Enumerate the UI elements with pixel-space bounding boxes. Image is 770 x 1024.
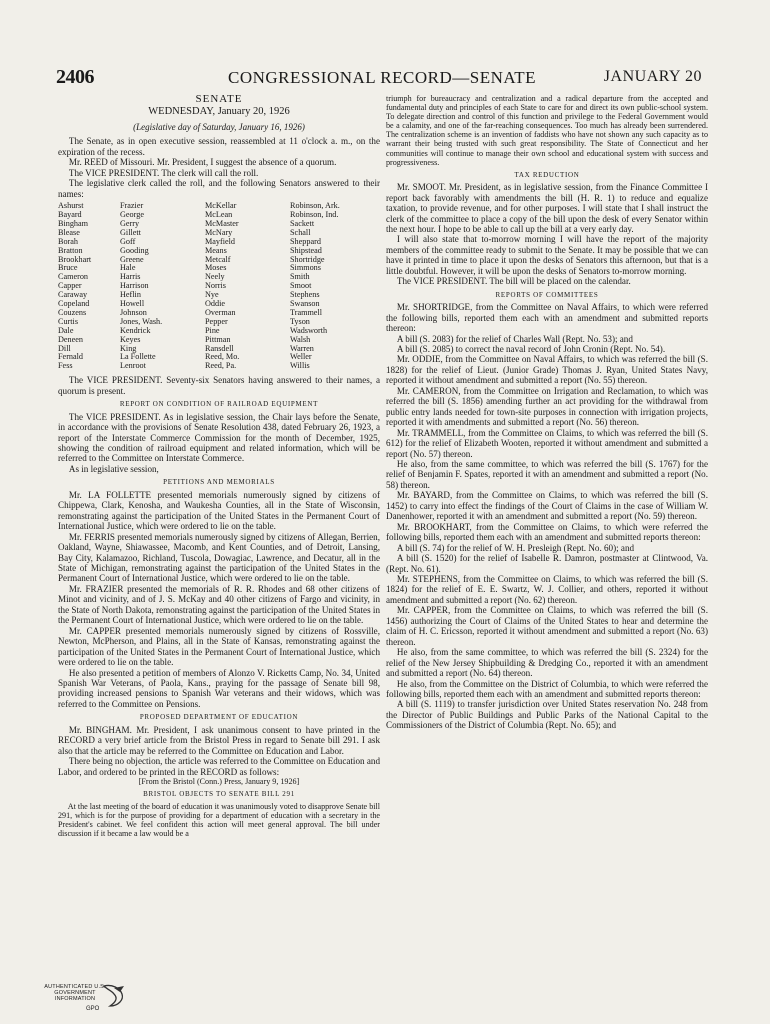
senator-name: Sackett [290,218,315,228]
senator-name: Pine [205,325,220,335]
paragraph: He also, from the Committee on the District of Columbia, to which were referred the following bills, reported them each with an amendment and submitted reports thereon: [386,678,708,699]
paragraph: I will also state that to-morrow morning I will have the report of the majority members of the committee ready to submit to the Senate. It may be possible that we can have it printed in time to place it upon the desks of Senators this afternoon, but that is a little doubtful. However, it will be upon the desks of Senators to-morrow morning. [386,234,708,276]
paragraph: Mr. ODDIE, from the Committee on Naval Affairs, to which was referred the bill (S. 1828) for the relief of Lieut. (Junior Grade) Thomas J. Ryan, United States Navy, reported it without amendment and submitted a report (No. 55) thereon. [386,354,708,386]
paragraph: He also, from the same committee, to which was referred the bill (S. 2324) for the relief of the New Jersey Shipbuilding & Dredging Co., reported it with an amendment and submitted a report (No. 64) thereon. [386,647,708,679]
paragraph: A bill (S. 2085) to correct the naval record of John Cronin (Rept. No. 54). [396,344,666,354]
senator-name: Johnson [120,307,147,317]
senator-name: Walsh [290,334,311,344]
senator-name: Sheppard [290,236,321,246]
senator-name: Neely [205,272,225,282]
section-heading: PETITIONS AND MEMORIALS [163,478,275,487]
senator-name: Robinson, Ind. [290,209,339,219]
senator-name: King [120,343,137,353]
senator-name: Pepper [205,316,228,326]
section-heading: BRISTOL OBJECTS TO SENATE BILL 291 [143,790,295,799]
senator-name: Oddie [205,299,226,309]
senator-name: Blease [58,227,80,237]
eagle-seal-icon [100,982,130,1010]
paragraph: Mr. BAYARD, from the Committee on Claims, to which was referred the bill (S. 1452) to carry into effect the findings of the Court of Claims in the case of William W. Danenhower, reported it with an amendment and submitted a report (No. 59) thereon. [386,490,708,522]
senator-name: McLean [205,209,233,219]
senator-name: Fernald [58,352,84,362]
senator-name: Shipstead [290,245,322,255]
section-heading: REPORTS OF COMMITTEES [495,290,599,299]
gpo-label: GPO [86,1006,100,1012]
paragraph: Mr. FERRIS presented memorials numerously signed by citizens of Allegan, Berrien, Oakland, Wayne, Shiawassee, Macomb, and Kent Counties, and of Detroit, Lansing, Bay City, Kalamazoo, Richland, Tuscola, Dowagiac, Lawrence, and Decatur, all in the State of Michigan, remonstrating against the participation of the United States in the Permanent Court of International Justice, which were ordered to lie on the table. [58,531,380,584]
senator-name: Tyson [290,316,310,326]
paragraph: At the last meeting of the board of education it was unanimously voted to disapprove Senate bill 291, which is for the purpose of providing for a department of education with a secretary in the President's cabinet. We feel confident this action will meet general approval. The bill under discussion if it became a law would be a [58,801,380,838]
senator-name: Smoot [290,281,312,291]
paragraph: Mr. BROOKHART, from the Committee on Claims, to which were referred the following bills, reported them each with an amendment and submitted reports thereon: [386,521,708,543]
senator-name: Reed, Pa. [205,361,237,371]
paragraph: There being no objection, the article was referred to the Committee on Education and Labor, and ordered to be printed in the RECORD as follows: [58,756,380,777]
senator-name: Couzens [58,307,87,317]
paragraph: Mr. TRAMMELL, from the Committee on Claims, to which was referred the bill (S. 612) for the relief of Elizabeth Wooten, reported it without amendment and submitted a report (No. 57) thereon. [386,427,708,459]
senator-name: Gooding [120,245,149,255]
senator-name: McMaster [205,218,239,228]
senator-name: Simmons [290,263,321,273]
senator-name: Harrison [120,281,149,291]
senator-name: Schall [290,227,311,237]
senator-name: Wadsworth [290,325,328,335]
paragraph: The legislative clerk called the roll, and the following Senators answered to their names: [58,178,380,199]
senator-name: Norris [205,281,226,291]
legislative-day: (Legislative day of Saturday, January 16, 1926) [133,121,305,132]
senator-name: Borah [58,236,79,246]
senator-name: Fess [58,361,73,371]
paragraph: Mr. LA FOLLETTE presented memorials numerously signed by citizens of Chippewa, Clark, Kenosha, and Waukesha Counties, all in the State of Wisconsin, remonstrating against the participation of the United States in the Permanent Court of International Justice, which were ordered to lie on the table. [58,489,380,532]
authentication-text: AUTHENTICATED U.S. GOVERNMENT INFORMATION [44,984,106,1002]
paragraph: Mr. FRAZIER presented the memorials of R. R. Rhodes and 68 other citizens of Minot and vicinity, and of J. S. McKay and 40 other citizens of Fargo and vicinity, in the State of North Dakota, remonstrating against the participation of the United States in the Permanent Court of International Justice, which were ordered to lie on the table. [58,583,380,626]
senator-name: Greene [120,254,144,264]
paragraph: Mr. SHORTRIDGE, from the Committee on Naval Affairs, to which were referred the following bills, reported them each with an amendment and submitted reports thereon: [386,302,708,334]
paragraph: Mr. CAPPER, from the Committee on Claims, to which was referred the bill (S. 1456) authorizing the Court of Claims of the United States to hear and determine the claim of H. C. Ericsson, reported it without amendment and submitted a report (No. 63) thereon. [386,605,708,647]
authentication-badge [44,982,132,1014]
publication-title: CONGRESSIONAL RECORD—SENATE [228,68,537,87]
senator-name: Cameron [58,272,89,282]
left-column [58,94,380,838]
senator-name: Heflin [120,290,141,300]
senator-name: Bratton [58,245,83,255]
senator-name: Hale [120,263,136,273]
senator-name: Capper [58,281,82,291]
senator-name: Ashurst [58,201,84,211]
paragraph: Mr. SMOOT. Mr. President, as in legislative session, from the Finance Committee I report back favorably with amendments the bill (H. R. 1) to reduce and equalize taxation, to provide revenue, and for other purposes. I will state that I shall instruct the clerk of the committee to place a copy of the bill upon the desk of every Senator within the next hour. I hope to be able to call up the bill at a very early day. [386,182,708,235]
senator-name: Bingham [58,218,89,228]
senator-name: Overman [205,307,236,317]
senator-name: Kendrick [120,325,151,335]
section-heading: PROPOSED DEPARTMENT OF EDUCATION [139,713,299,722]
senator-name: Nye [205,290,219,300]
senator-name: Ransdell [205,343,234,353]
session-date: WEDNESDAY, January 20, 1926 [148,106,290,118]
senator-name: Gerry [120,218,140,228]
roll-call-names [58,202,380,371]
senator-name: Brookhart [58,254,92,264]
paragraph: The VICE PRESIDENT. As in legislative session, the Chair lays before the Senate, in accordance with the provisions of Senate Resolution 438, dated February 26, 1923, a report of the Interstate Commerce Commission for the month of December, 1925, showing the condition of railroad equipment and related information, which will be referred to the Committee on Interstate Commerce. [58,411,380,464]
senator-name: Stephens [290,290,320,300]
senator-name: Bayard [58,209,82,219]
section-heading: TAX REDUCTION [514,170,580,179]
senator-name: Moses [205,263,227,273]
chamber-heading: SENATE [195,93,243,105]
senator-name: Pittman [205,334,231,344]
paragraph: triumph for bureaucracy and centralization and a radical departure from the accepted and fundamental duty and principles of each State to care for and direct its own public-school system. To delegate direction and control of this function and privilege to the Federal Government would be a calamity, and one of the far-reaching consequences. Too much has already been surrendered. The centralization scheme is an invention of faddists who have not shown any such capacity as to warrant their being trusted with such great responsibility. The State of Connecticut and her communities will continue to manage their own school and educational system with success and progressiveness. [386,94,708,167]
senator-name: Deneen [58,334,84,344]
senator-name: Trammell [290,307,322,317]
paragraph: Mr. REED of Missouri. Mr. President, I suggest the absence of a quorum. [68,157,337,168]
source-line: [From the Bristol (Conn.) Press, January 9, 1926] [138,777,300,787]
senator-name: Copeland [58,299,90,309]
paragraph: A bill (S. 74) for the relief of W. H. Presleigh (Rept. No. 60); and [396,542,635,553]
senator-name: Swanson [290,299,320,309]
senator-name: Goff [120,236,136,246]
senator-name: Reed, Mo. [205,352,240,362]
paragraph: As in legislative session, [68,463,159,474]
senator-name: Smith [290,272,310,282]
paragraph: Mr. CAMERON, from the Committee on Irrigation and Reclamation, to which was referred the bill (S. 1856) amending further an act providing for the withdrawal from public entry lands needed for town-site purposes in connection with irrigation projects, reported it with amendments and submitted a report (No. 56) thereon. [386,385,708,428]
senator-name: Caraway [58,290,88,300]
paragraph: Mr. CAPPER presented memorials numerously signed by citizens of Rossville, Newton, McPherson, and Plains, all in the State of Kansas, remonstrating against the participation of the United States in the Permanent Court of International Justice, which were ordered to lie on the table. [58,625,380,668]
senator-name: McKellar [205,201,237,211]
paragraph: A bill (S. 1119) to transfer jurisdiction over United States reservation No. 248 from the Director of Public Buildings and Public Parks of the National Capital to the Commissioners of the District of Columbia (Rept. No. 65); and [386,699,708,731]
paragraph: The VICE PRESIDENT. The clerk will call the roll. [68,167,259,178]
senator-name: Keyes [120,334,141,344]
senator-name: Metcalf [205,254,231,264]
senator-name: Willis [290,361,310,371]
paragraph: A bill (S. 1520) for the relief of Isabelle R. Damron, postmaster at Clintwood, Va. (Rept. No. 61). [386,553,708,574]
right-column [386,94,708,731]
senator-name: Dill [58,343,71,353]
senator-name: Bruce [58,263,78,273]
senator-name: Robinson, Ark. [290,201,340,211]
page-header [56,66,702,88]
senator-name: Shortridge [290,254,325,264]
senator-name: Mayfield [205,236,236,246]
senator-name: George [120,209,144,219]
senator-name: Lenroot [120,361,146,371]
senator-name: Weller [290,352,312,362]
senator-name: Harris [120,272,141,282]
page-number: 2406 [56,66,94,88]
senator-name: McNary [205,227,233,237]
paragraph: The Senate, as in open executive session, reassembled at 11 o'clock a. m., on the expiration of the recess. [58,136,380,157]
senator-name: Curtis [58,316,79,326]
section-heading: REPORT ON CONDITION OF RAILROAD EQUIPMENT [119,400,319,409]
senator-name: Warren [290,343,314,353]
senator-name: Howell [120,299,145,309]
senator-name: Frazier [120,201,144,211]
paragraph: He also, from the same committee, to which was referred the bill (S. 1767) for the relief of Benjamin F. Spates, reported it with an amendment and submitted a report (No. 58) thereon. [386,458,708,490]
paragraph: The VICE PRESIDENT. Seventy-six Senators having answered to their names, a quorum is present. [58,375,380,396]
senator-name: Dale [58,325,74,335]
paragraph: Mr. BINGHAM. Mr. President, I ask unanimous consent to have printed in the RECORD a very brief article from the Bristol Press in regard to Senate bill 291. I ask also that the article may be referred to the Committee on Education and Labor. [58,724,380,756]
paragraph: He also presented a petition of members of Alonzo V. Ricketts Camp, No. 34, United Spanish War Veterans, of Paola, Kans., praying for the passage of Senate bill 98, providing increased pensions to Spanish War veterans and their widows, which was referred to the Committee on Pensions. [58,667,380,709]
paragraph: The VICE PRESIDENT. The bill will be placed on the calendar. [396,276,631,287]
header-date: JANUARY 20 [603,68,702,85]
senator-name: Means [205,245,227,255]
paragraph: A bill (S. 2083) for the relief of Charles Wall (Rept. No. 53); and [396,333,633,344]
paragraph: Mr. STEPHENS, from the Committee on Claims, to which was referred the bill (S. 1824) for the relief of E. E. Swartz, W. J. Collier, and others, reported it without amendment and submitted a report (No. 62) thereon. [386,573,708,605]
senator-name: La Follette [120,352,156,362]
senator-name: Gillett [120,227,141,237]
senator-name: Jones, Wash. [120,316,163,326]
